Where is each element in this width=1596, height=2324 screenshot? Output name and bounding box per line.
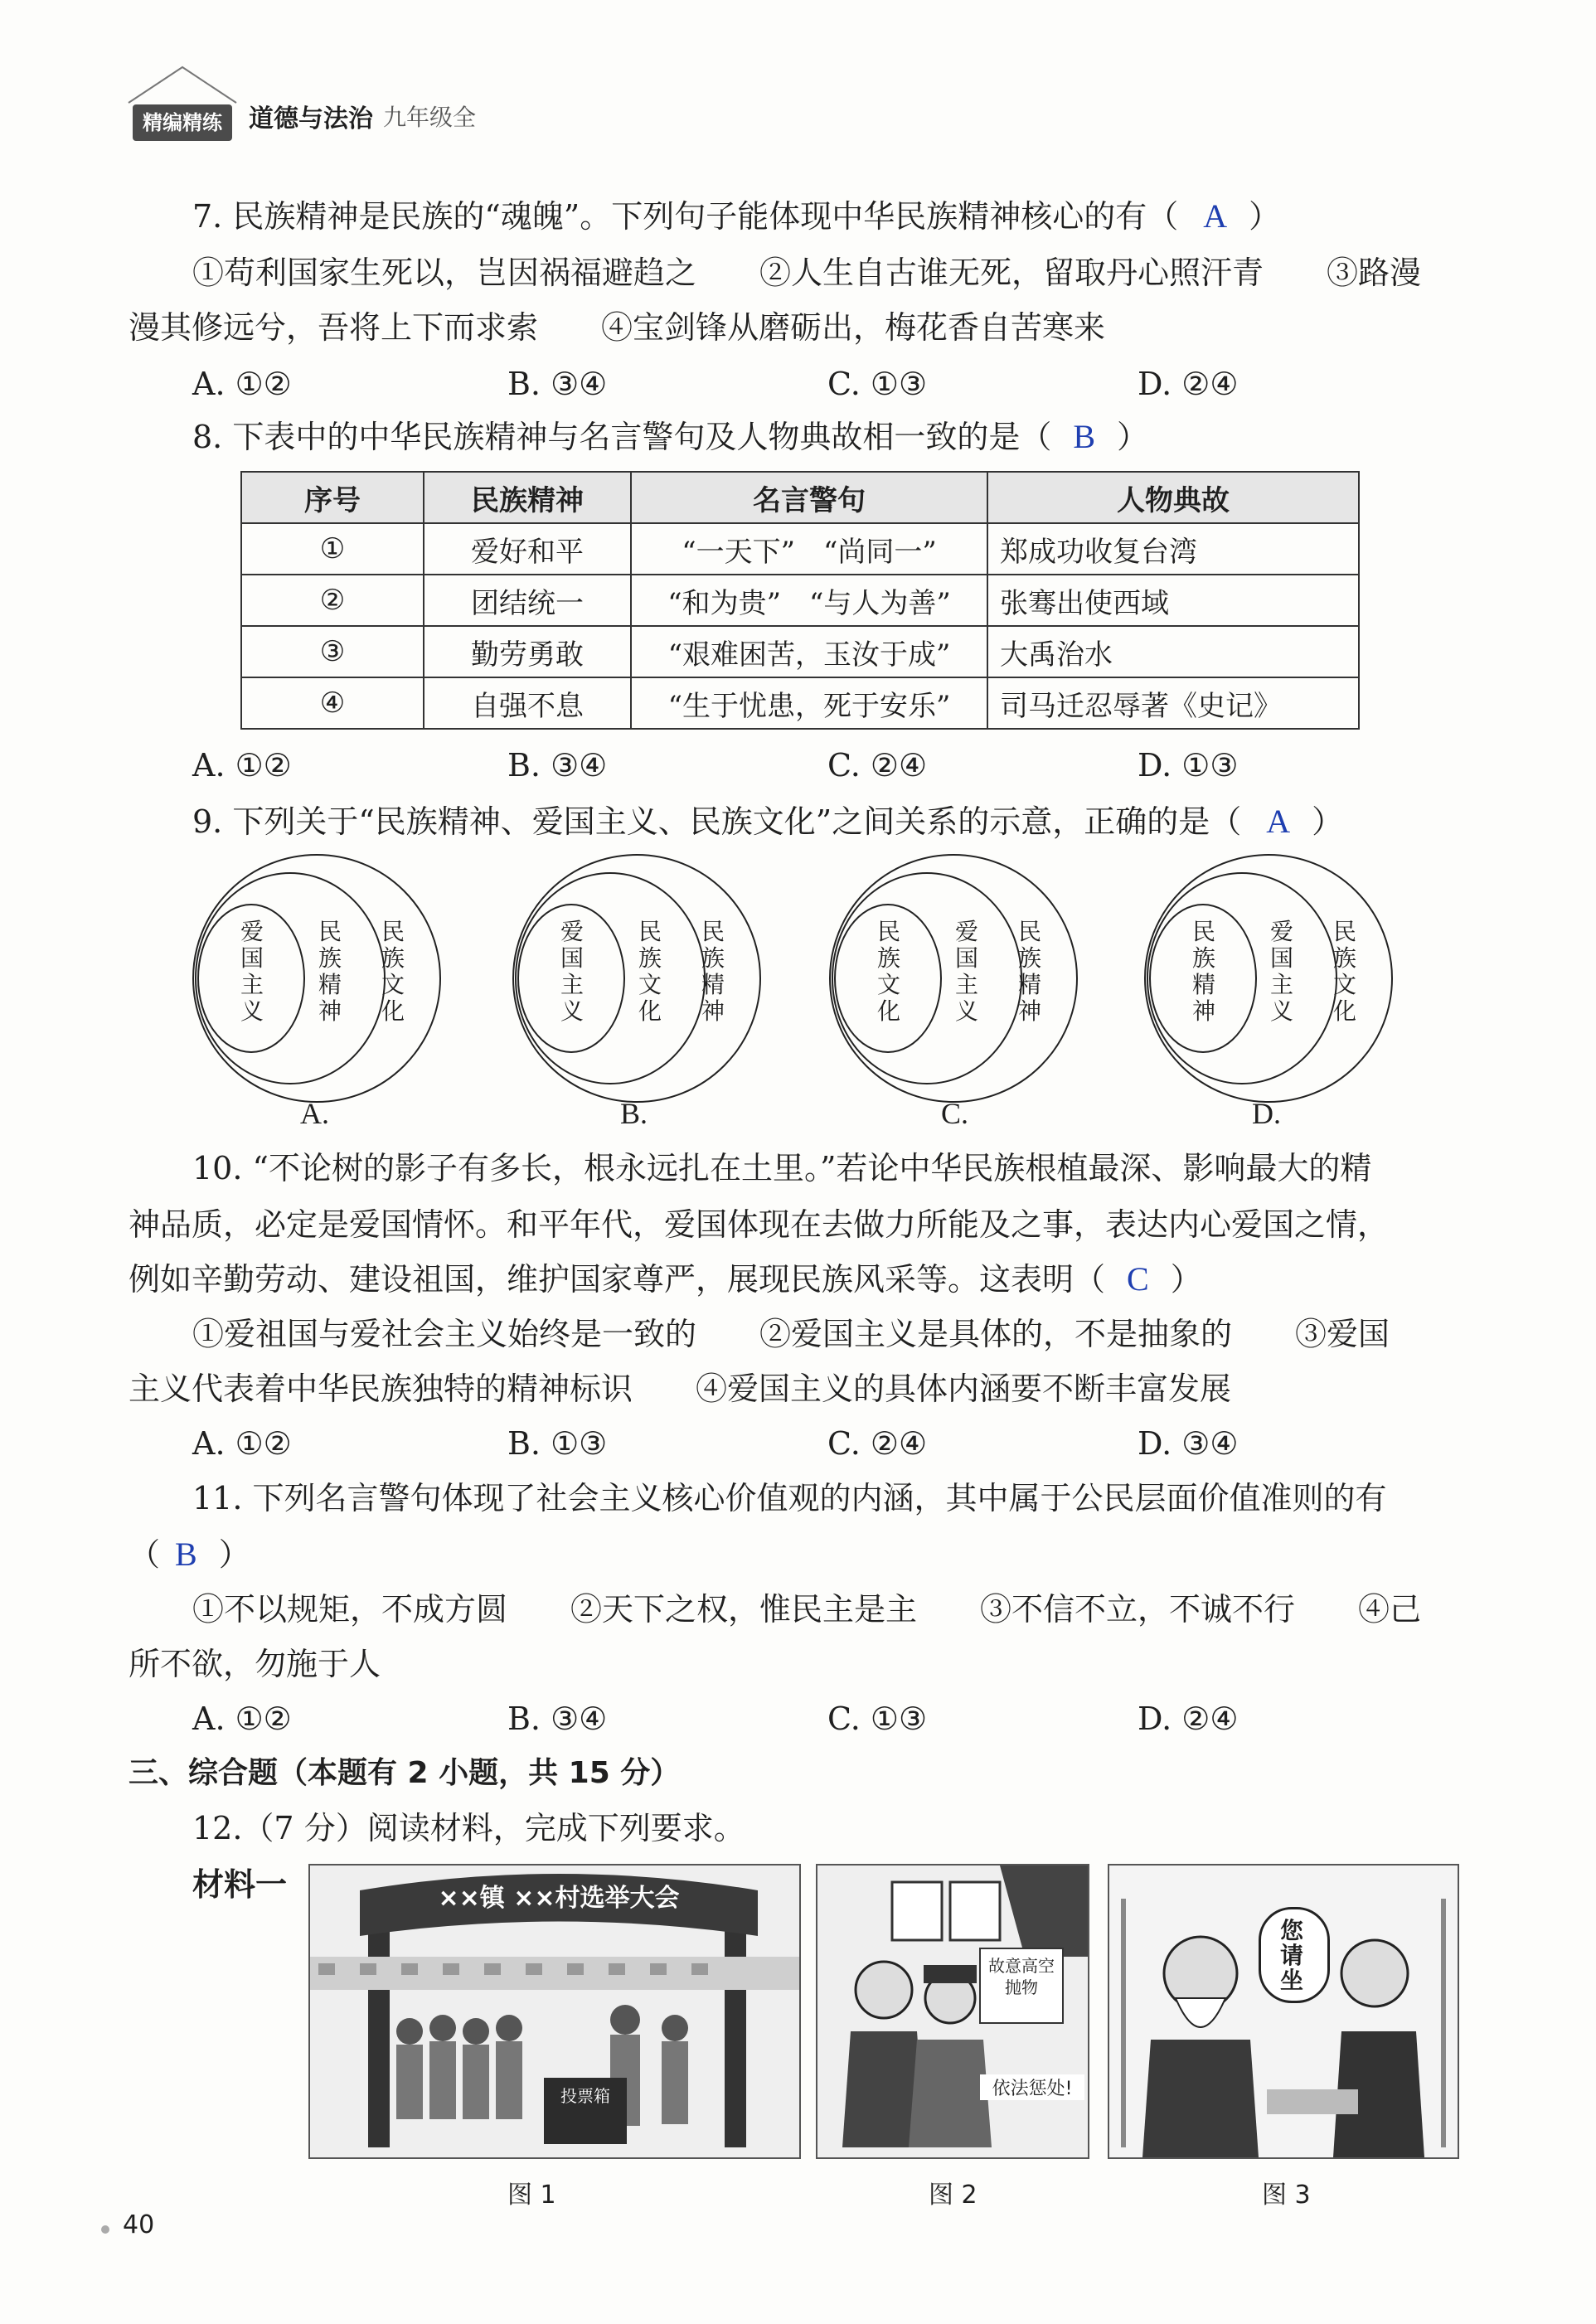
- material-one-label: 材料一: [192, 1866, 288, 1903]
- q7-answer: A: [1203, 197, 1228, 235]
- q11-stem-line1: 11. 下列名言警句体现了社会主义核心价值观的内涵，其中属于公民层面价值准则的有: [192, 1480, 1387, 1516]
- figure-3-caption: 图 3: [1262, 2181, 1311, 2210]
- table-cell: 张骞出使西域: [987, 575, 1359, 626]
- q9-diagram-d-label: D.: [1252, 1097, 1281, 1130]
- table-cell: “艰难困苦，玉汝于成”: [631, 626, 987, 677]
- q11-option-b: B. ③④: [507, 1701, 608, 1737]
- table-row: [241, 626, 1359, 677]
- q9-diagram-a: [192, 854, 441, 1103]
- grade-label: 九年级全: [383, 104, 477, 131]
- q9-diagram-c-label: C.: [941, 1097, 969, 1130]
- table-header-row: [241, 472, 1359, 523]
- q7-statements-line2: 漫其修远兮，吾将上下而求索 ④宝剑锋从磨砺出，梅花香自苦寒来: [129, 309, 1106, 346]
- q11-answer-line: （ B ）: [129, 1536, 250, 1573]
- table-cell: ③: [241, 626, 424, 677]
- q7-option-d: D. ②④: [1138, 366, 1239, 402]
- q7-option-b: B. ③④: [507, 366, 608, 402]
- table-cell: 勤劳勇敢: [424, 626, 631, 677]
- q10-statements-line2: 主义代表着中华民族独特的精神标识 ④爱国主义的具体内涵要不断丰富发展: [129, 1371, 1232, 1407]
- header-roof-decoration: [124, 63, 240, 104]
- middle-label: 爱国主义: [1269, 918, 1293, 1025]
- q9-stem: 9. 下列关于“民族精神、爱国主义、民族文化”之间关系的示意，正确的是（ A ）: [192, 803, 1344, 840]
- q7-stem: 7. 民族精神是民族的“魂魄”。下列句子能体现中华民族精神核心的有（ A ）: [192, 197, 1281, 235]
- q10-option-d: D. ③④: [1138, 1425, 1239, 1462]
- table-cell: ①: [241, 523, 424, 575]
- outer-label: 民族精神: [1017, 918, 1041, 1025]
- table-cell: 司马迁忍辱著《史记》: [987, 677, 1359, 729]
- q9-diagram-d: [1144, 854, 1393, 1103]
- q10-stem-line2: 神品质，必定是爱国情怀。和平年代，爱国体现在去做力所能及之事，表达内心爱国之情，: [129, 1206, 1390, 1243]
- figure-1-caption: 图 1: [507, 2181, 556, 2210]
- middle-label: 民族精神: [318, 918, 342, 1025]
- q11-statements-line1: ①不以规矩，不成方圆 ②天下之权，惟民主是主 ③不信不立，不诚不行 ④己: [192, 1591, 1422, 1628]
- q10-answer: C: [1127, 1260, 1149, 1298]
- outer-label: 民族文化: [1332, 918, 1356, 1025]
- table-cell: 郑成功收复台湾: [987, 523, 1359, 575]
- police-speech-bubble: 依法惩处!: [980, 2074, 1084, 2100]
- inner-label: 爱国主义: [560, 918, 584, 1025]
- subject-title: 道德与法治: [249, 104, 373, 133]
- figure-2-caption: 图 2: [929, 2181, 977, 2210]
- q8-option-b: B. ③④: [507, 747, 608, 784]
- q10-stem-line3: 例如辛勤劳动、建设祖国，维护国家尊严，展现民族风采等。这表明（ C ）: [129, 1260, 1202, 1298]
- table-cell: ④: [241, 677, 424, 729]
- figure-2-illustration: [816, 1864, 1089, 2159]
- table-header: 名言警句: [631, 472, 987, 523]
- q11-option-a: A. ①②: [192, 1701, 292, 1737]
- table-header: 人物典故: [987, 472, 1359, 523]
- outer-label: 民族文化: [381, 918, 405, 1025]
- q8-option-d: D. ①③: [1138, 747, 1239, 784]
- figure-3-illustration: [1108, 1864, 1459, 2159]
- table-row: [241, 523, 1359, 575]
- q9-diagram-a-label: A.: [300, 1097, 329, 1130]
- page-dot-decoration: [101, 2225, 109, 2234]
- q8-stem: 8. 下表中的中华民族精神与名言警句及人物典故相一致的是（ B ）: [192, 418, 1149, 455]
- q10-statements-line1: ①爱祖国与爱社会主义始终是一致的 ②爱国主义是具体的，不是抽象的 ③爱国: [192, 1316, 1390, 1352]
- section-3-title: 三、综合题（本题有 2 小题，共 15 分）: [129, 1756, 681, 1790]
- q9-diagram-b-label: B.: [620, 1097, 648, 1130]
- q11-option-c: C. ①③: [827, 1701, 928, 1737]
- table-header: 序号: [241, 472, 424, 523]
- ballot-box-label: 投票箱: [560, 2086, 610, 2106]
- table-cell: 大禹治水: [987, 626, 1359, 677]
- q7-option-a: A. ①②: [192, 366, 292, 402]
- q7-option-c: C. ①③: [827, 366, 928, 402]
- q8-option-c: C. ②④: [827, 747, 928, 784]
- q8-table: [240, 471, 1360, 730]
- please-sit-text: 您请坐: [1279, 1917, 1303, 1994]
- q8-answer: B: [1073, 418, 1096, 455]
- middle-label: 民族文化: [638, 918, 662, 1025]
- table-cell: ②: [241, 575, 424, 626]
- election-banner-text: ××镇 ××村选举大会: [438, 1884, 680, 1913]
- q9-answer: A: [1266, 803, 1291, 840]
- table-cell: “一天下” “尚同一”: [631, 523, 987, 575]
- q7-statements-line1: ①苟利国家生死以，岂因祸福避趋之 ②人生自古谁无死，留取丹心照汗青 ③路漫: [192, 255, 1422, 291]
- q9-diagram-b: [512, 854, 761, 1103]
- inner-label: 爱国主义: [240, 918, 264, 1025]
- middle-label: 爱国主义: [954, 918, 978, 1025]
- q11-option-d: D. ②④: [1138, 1701, 1239, 1737]
- table-cell: “和为贵” “与人为善”: [631, 575, 987, 626]
- highrise-throwing-sign: 故意高空抛物: [988, 1956, 1055, 1997]
- series-badge: 精编精练: [133, 104, 232, 141]
- table-row: [241, 575, 1359, 626]
- q10-option-c: C. ②④: [827, 1425, 928, 1462]
- table-cell: 爱好和平: [424, 523, 631, 575]
- q10-option-b: B. ①③: [507, 1425, 608, 1462]
- figure-1-illustration: [308, 1864, 801, 2159]
- q10-stem-line1: 10. “不论树的影子有多长，根永远扎在土里。”若论中华民族根植最深、影响最大的精: [192, 1150, 1372, 1186]
- outer-label: 民族精神: [701, 918, 725, 1025]
- table-cell: 自强不息: [424, 677, 631, 729]
- page-number: 40: [123, 2210, 155, 2239]
- table-header: 民族精神: [424, 472, 631, 523]
- q11-statements-line2: 所不欲，勿施于人: [129, 1646, 381, 1682]
- q8-option-a: A. ①②: [192, 747, 292, 784]
- q11-answer: B: [175, 1536, 197, 1573]
- table-row: [241, 677, 1359, 729]
- table-cell: 团结统一: [424, 575, 631, 626]
- inner-label: 民族文化: [876, 918, 900, 1025]
- q12-stem: 12.（7 分）阅读材料，完成下列要求。: [192, 1810, 745, 1846]
- inner-label: 民族精神: [1191, 918, 1215, 1025]
- q9-diagram-c: [829, 854, 1078, 1103]
- q10-option-a: A. ①②: [192, 1425, 292, 1462]
- table-cell: “生于忧患，死于安乐”: [631, 677, 987, 729]
